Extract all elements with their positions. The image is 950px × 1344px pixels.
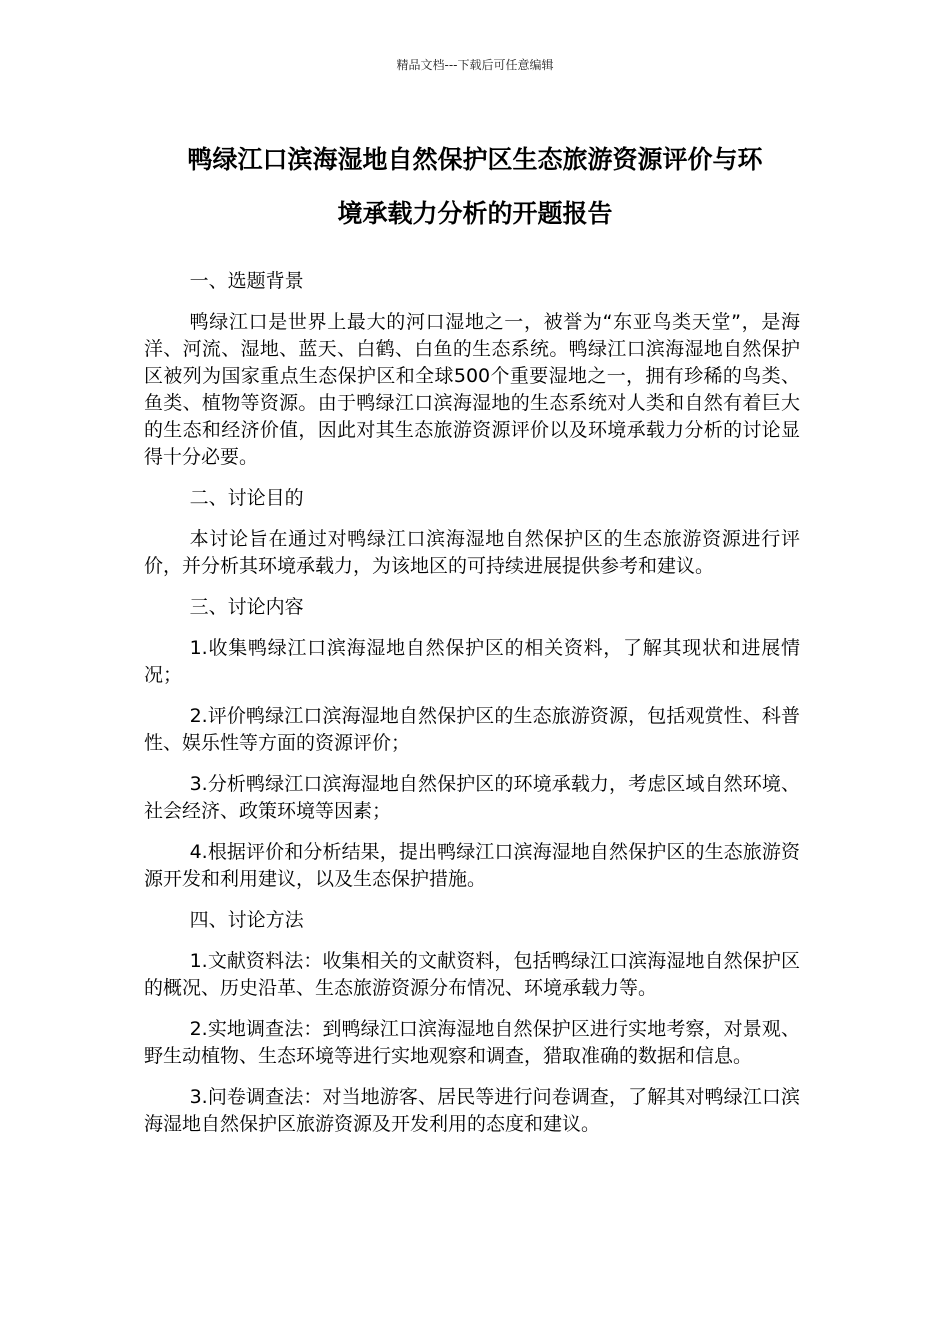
section-heading-methods: 四、讨论方法 (189, 909, 304, 931)
section-heading-background: 一、选题背景 (189, 270, 304, 292)
list-item: 3.分析鸭绿江口滨海湿地自然保护区的环境承载力，考虑区域自然环境、社会经济、政策环境等因素； (144, 773, 800, 822)
document-body (144, 268, 800, 1152)
document-title (140, 133, 810, 241)
list-item: 4.根据评价和分析结果，提出鸭绿江口滨海湿地自然保护区的生态旅游资源开发和利用建议，以及生态保护措施。 (144, 841, 800, 890)
section-heading-content: 三、讨论内容 (189, 596, 304, 618)
list-item: 1.收集鸭绿江口滨海湿地自然保护区的相关资料，了解其现状和进展情况； (144, 637, 800, 686)
list-item: 2.实地调查法：到鸭绿江口滨海湿地自然保护区进行实地考察，对景观、野生动植物、生态环境等进行实地观察和调查，猎取准确的数据和信息。 (144, 1018, 800, 1067)
header-note: 精品文档---下载后可任意编辑 (396, 58, 554, 72)
paragraph: 本讨论旨在通过对鸭绿江口滨海湿地自然保护区的生态旅游资源进行评价，并分析其环境承载力，为该地区的可持续进展提供参考和建议。 (144, 528, 800, 577)
section-heading-purpose: 二、讨论目的 (189, 487, 304, 509)
paragraph: 鸭绿江口是世界上最大的河口湿地之一，被誉为“东亚鸟类天堂”，是海洋、河流、湿地、蓝天、白鹤、白鱼的生态系统。鸭绿江口滨海湿地自然保护区被列为国家重点生态保护区和全球500个重要湿地之一，拥有珍稀的鸟类、鱼类、植物等资源。由于鸭绿江口滨海湿地的生态系统对人类和自然有着巨大的生态和经济价值，因此对其生态旅游资源评价以及环境承载力分析的讨论显得十分必要。 (144, 311, 800, 468)
list-item: 2.评价鸭绿江口滨海湿地自然保护区的生态旅游资源，包括观赏性、科普性、娱乐性等方面的资源评价； (144, 705, 800, 754)
title-line-2: 境承载力分析的开题报告 (337, 199, 613, 228)
list-item: 1.文献资料法：收集相关的文献资料，包括鸭绿江口滨海湿地自然保护区的概况、历史沿革、生态旅游资源分布情况、环境承载力等。 (144, 950, 800, 999)
title-line-1: 鸭绿江口滨海湿地自然保护区生态旅游资源评价与环 (187, 145, 763, 174)
list-item: 3.问卷调查法：对当地游客、居民等进行问卷调查，了解其对鸭绿江口滨海湿地自然保护区旅游资源及开发利用的态度和建议。 (144, 1086, 800, 1135)
